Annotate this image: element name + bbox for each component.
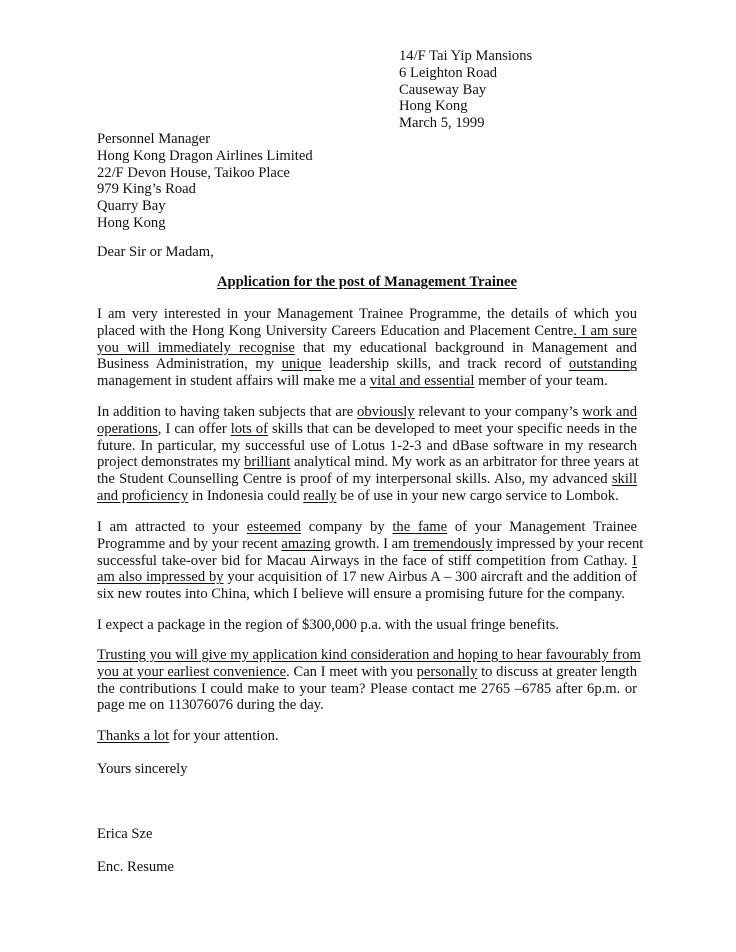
paragraph-line xyxy=(97,488,637,505)
text-span: analytical mind. My work as an arbitrator for three years at xyxy=(290,454,639,471)
text-span: growth. I am xyxy=(330,535,414,552)
text-span: company by xyxy=(301,519,393,535)
signature-text: Erica Sze xyxy=(97,826,153,842)
paragraph-line: I am very interested in your Management Trainee Programme, the details of which you xyxy=(97,306,637,322)
recipient-line: Quarry Bay xyxy=(97,198,166,215)
underlined-text: am also impressed by xyxy=(97,569,224,586)
salutation xyxy=(97,244,637,261)
paragraph-line: I expect a package in the region of $300,000 p.a. with the usual fringe benefits. xyxy=(97,617,559,633)
underlined-text: amazing xyxy=(281,535,331,552)
text-span: skills that can be developed to meet your specific needs in the xyxy=(267,420,638,437)
underlined-text: unique xyxy=(281,356,322,373)
recipient-address xyxy=(97,131,637,232)
text-span: impressed by your recent xyxy=(492,535,644,552)
sender-line: 14/F Tai Yip Mansions xyxy=(399,48,533,64)
paragraph-line xyxy=(97,323,637,340)
text-span: your acquisition of 17 new Airbus A – 300 aircraft and the addition of xyxy=(223,569,637,586)
underlined-text: esteemed xyxy=(246,519,302,535)
paragraph-line xyxy=(97,373,637,390)
paragraph-line xyxy=(97,535,644,553)
sender-line: Hong Kong xyxy=(399,98,468,115)
text-span: . Can I meet with you xyxy=(286,663,417,680)
underlined-text: you will immediately recognise xyxy=(97,339,295,356)
salutation-text: Dear Sir or Madam, xyxy=(97,244,214,260)
underlined-text: vital and essential xyxy=(369,373,475,390)
sender-line: Causeway Bay xyxy=(399,81,487,98)
recipient-line: 22/F Devon House, Taikoo Place xyxy=(97,164,290,181)
text-span: member of your team. xyxy=(474,373,608,390)
text-span: Business Administration, my xyxy=(97,356,282,373)
text-span: placed with the Hong Kong University Careers Education and Placement Centre xyxy=(97,322,574,339)
text-span: leadership skills, and track record of xyxy=(321,356,569,373)
subject-line xyxy=(97,274,637,291)
text-span: the Student Counselling Centre is proof of my interpersonal skills. Also, my advanced xyxy=(97,471,612,488)
text-span: that my educational background in Management and xyxy=(294,339,637,356)
underlined-text: really xyxy=(303,487,337,504)
paragraph-line xyxy=(97,553,637,570)
paragraph-line xyxy=(97,340,637,357)
paragraph-line xyxy=(97,454,637,471)
paragraph-line: six new routes into China, which I believe will ensure a promising future for the company. xyxy=(97,586,625,603)
paragraph-line: the contributions I could make to your team? Please contact me 2765 –6785 after 6p.m. or xyxy=(97,680,637,697)
text-span: in Indonesia could xyxy=(188,487,304,504)
recipient-line: Personnel Manager xyxy=(97,131,211,147)
text-span: be of use in your new cargo service to Lombok. xyxy=(336,487,619,504)
underlined-text: and proficiency xyxy=(97,487,189,504)
signature-name xyxy=(97,826,637,843)
text-span: for your attention. xyxy=(169,728,279,744)
subject-text: Application for the post of Management Trainee xyxy=(217,274,517,290)
paragraph-line xyxy=(97,471,637,488)
sender-address xyxy=(399,48,619,132)
recipient-line: Hong Kong xyxy=(97,214,166,231)
paragraph-line: page me on 113076076 during the day. xyxy=(97,697,324,714)
underlined-text: operations xyxy=(97,420,158,437)
underlined-text: the fame xyxy=(392,519,448,535)
text-span: I am attracted to your xyxy=(97,519,247,535)
text-span: project demonstrates my xyxy=(97,454,245,471)
underlined-text: Trusting you will give my application kind consideration and hoping to hear favourably from xyxy=(97,647,641,663)
text-span: relevant to your company’s xyxy=(414,404,583,420)
paragraph-line xyxy=(97,728,637,745)
closing-text: Yours sincerely xyxy=(97,761,188,777)
underlined-text: Thanks a lot xyxy=(97,728,170,744)
text-span: successful take-over bid for Macau Airways in the face of stiff competition from Cathay. xyxy=(97,552,633,569)
underlined-text: . I am sure xyxy=(573,322,637,339)
paragraph-1 xyxy=(97,306,637,390)
recipient-line: Hong Kong Dragon Airlines Limited xyxy=(97,147,313,164)
text-span: , I can offer xyxy=(157,420,231,437)
paragraph-2 xyxy=(97,404,637,505)
underlined-text: obviously xyxy=(357,404,415,420)
paragraph-4 xyxy=(97,617,637,634)
underlined-text: tremendously xyxy=(413,535,493,552)
paragraph-3 xyxy=(97,519,644,603)
text-span: Programme and by your recent xyxy=(97,535,282,552)
paragraph-line xyxy=(97,664,637,681)
underlined-text: I xyxy=(632,552,637,569)
text-span: In addition to having taken subjects that are xyxy=(97,404,358,420)
underlined-text: skill xyxy=(611,471,637,488)
underlined-text: personally xyxy=(416,663,478,680)
letter-date: March 5, 1999 xyxy=(399,115,485,132)
paragraph-line xyxy=(97,569,637,586)
paragraph-line: future. In particular, my successful use of Lotus 1-2-3 and dBase software in my research xyxy=(97,437,637,454)
underlined-text: you at your earliest convenience xyxy=(97,663,287,680)
underlined-text: brilliant xyxy=(244,454,291,471)
enclosure-text: Enc. Resume xyxy=(97,859,175,875)
recipient-line: 979 King’s Road xyxy=(97,181,196,198)
underlined-text: outstanding xyxy=(568,356,638,373)
text-span: to discuss at greater length xyxy=(477,663,637,680)
paragraph-line xyxy=(97,421,637,438)
paragraph-5 xyxy=(97,647,641,714)
sender-line: 6 Leighton Road xyxy=(399,64,498,81)
paragraph-line xyxy=(97,519,637,536)
paragraph-6 xyxy=(97,728,637,745)
text-span: management in student affairs will make me a xyxy=(97,373,370,390)
closing xyxy=(97,761,637,778)
underlined-text: lots of xyxy=(230,420,268,437)
enclosure-note xyxy=(97,859,637,876)
paragraph-line xyxy=(97,356,637,373)
text-span: of your Management Trainee xyxy=(447,519,637,535)
underlined-text: work and xyxy=(582,404,637,420)
paragraph-line xyxy=(97,404,637,421)
